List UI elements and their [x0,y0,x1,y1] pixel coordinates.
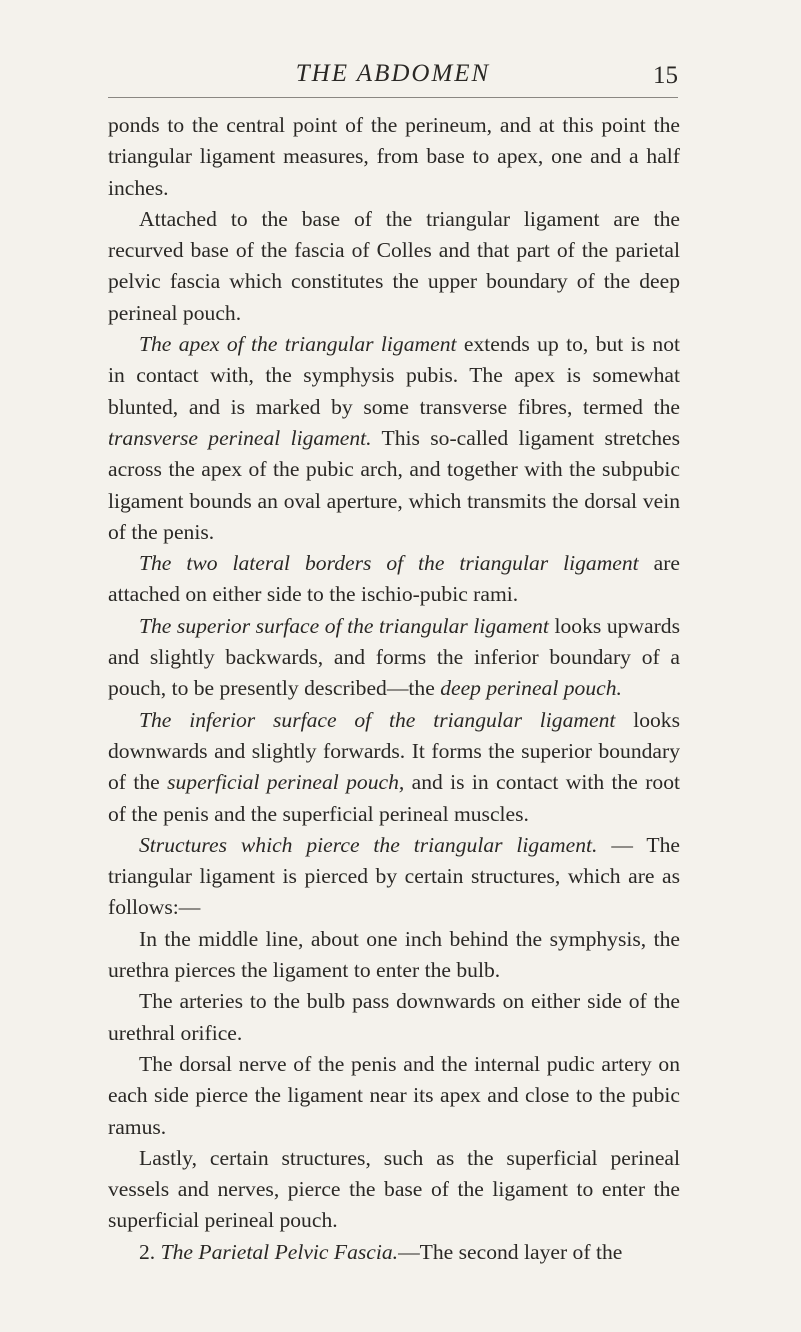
paragraph [108,986,680,1049]
paragraph-lateral-borders [108,548,680,611]
paragraph-lead: The apex of the triangular ligament [139,332,457,357]
paragraph-continuation [108,110,680,204]
paragraph-apex [108,329,680,548]
running-head: THE ABDOMEN [295,60,491,87]
page-number: 15 [653,62,678,89]
paragraph-text: and is in contact with the root of the penis and the superficial perineal muscles. [108,770,680,826]
paragraph-superior-surface [108,611,680,705]
paragraph [108,1049,680,1143]
paragraph [108,1143,680,1237]
paragraph-text: The arteries to the bulb pass downwards on either side of the urethral orifice. [108,989,680,1045]
body-text [108,110,680,1268]
paragraph-text: —The second layer of the [398,1239,623,1264]
paragraph-lead: Structures which pierce the triangular ligament. [139,832,598,857]
paragraph-text: This so-called ligament stretches across the apex of the pubic arch, and together with the subpubic ligament bounds an oval aperture, which transmits the dorsal vein of the penis. [108,425,680,544]
paragraph-term: deep perineal pouch. [440,676,622,701]
paragraph-term: superficial perineal pouch, [167,770,405,795]
paragraph-section-heading [108,1237,680,1268]
section-title: The Parietal Pelvic Fascia. [160,1239,399,1264]
paragraph-text: — The triangular ligament is pierced by certain structures, which are as follows:— [108,832,681,920]
paragraph-text: ponds to the central point of the perineum, and at this point the triangular ligament measures, from base to apex, one and a half inches. [108,113,680,200]
paragraph-lead: The superior surface of the triangular ligament [139,613,549,638]
header-rule [108,97,678,98]
paragraph-lead: The inferior surface of the triangular ligament [139,707,616,732]
paragraph-inferior-surface [108,705,680,830]
paragraph-text: Attached to the base of the triangular ligament are the recurved base of the fascia of Colles and that part of the parietal pelvic fascia which constitutes the upper boundary of the deep perineal pouch. [108,206,680,325]
paragraph-text: are attached on either side to the ischio-pubic rami. [108,551,680,607]
paragraph-text: looks upwards and slightly backwards, and forms the inferior boundary of a pouch, to be presently described—the [108,613,680,701]
paragraph-text: Lastly, certain structures, such as the superficial perineal vessels and nerves, pierce the base of the ligament to enter the superficial perineal pouch. [108,1145,680,1233]
paragraph-lead: The two lateral borders of the triangular ligament [139,551,639,576]
paragraph-text: In the middle line, about one inch behind the symphysis, the urethra pierces the ligament to enter the bulb. [108,926,680,983]
page-header [108,58,678,98]
paragraph-text: The dorsal nerve of the penis and the internal pudic artery on each side pierce the ligament near its apex and close to the pubic ramus. [108,1051,680,1139]
section-number: 2. [139,1239,156,1264]
paragraph-structures [108,830,680,924]
paragraph-text: extends up to, but is not in contact with, the symphysis pubis. The apex is somewhat blunted, and is marked by some transverse fibres, termed the [108,332,681,419]
paragraph-term: transverse perineal ligament. [108,425,372,450]
paragraph [108,204,680,329]
paragraph [108,924,680,987]
paragraph-text: looks downwards and slightly forwards. It forms the superior boundary of the [108,707,680,795]
